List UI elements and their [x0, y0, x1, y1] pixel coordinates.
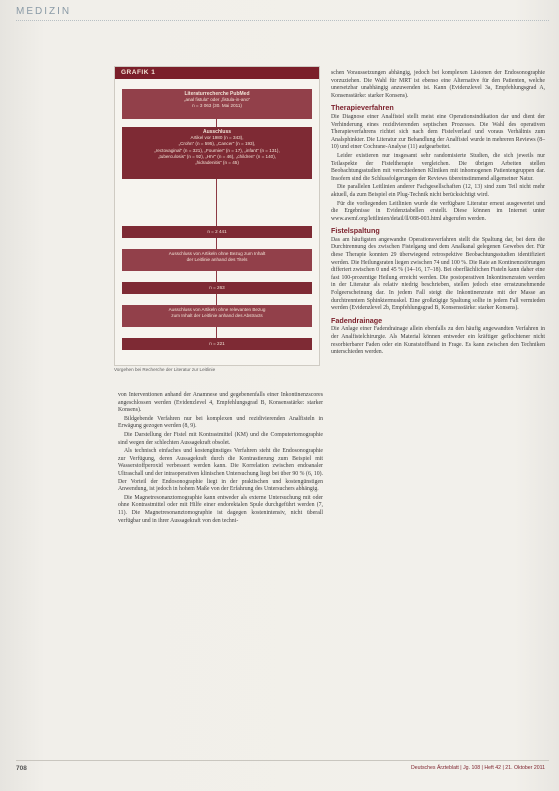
paragraph: Die Darstellung der Fistel mit Kontrastmittel (KM) und die Computertomographie sind wegen der schlechten Aussagekraft obsolet. [118, 431, 323, 446]
flow-box-line: n = 2 441 [207, 229, 227, 234]
flow-box-line: „hidradenitis“ (n = 45) [195, 160, 239, 166]
flow-box-title-exclusion [122, 249, 312, 271]
paragraph: Die Magnetresonanztomographie kann entweder als externe Untersuchung mit oder ohne Kontrastmittel oder mit Hilfe einer endorektalen Spule durchgeführt werden (7, 11). Die Magnetresonanztomographie ist dagegen kostenintensiv, nicht überall verfügbar und in ihrer Aussagekraft von den techni- [118, 494, 323, 524]
footer-divider [16, 760, 549, 761]
top-divider [16, 20, 549, 21]
paragraph: Die Diagnose einer Analfistel stellt meist eine Operationsindikation dar und dient der Verhinderung eines rezidivierenden septischen Prozesses. Die Wahl des operativen Therapieverfahrens richtet sich nach dem Fistelverlauf und voraus Verhältnis zum Analsphinkter. Die Literatur zur Behandlung der Analfistel wurde in mehreren Reviews (8–10) und einer Cochrane-Analyse (11) aufgearbeitet. [331, 113, 545, 151]
flow-box-exclusion [122, 127, 312, 179]
flow-connector [216, 294, 217, 305]
subheading-thread-drainage: Fadendrainage [331, 315, 383, 325]
flow-box-line: Ausschluss von Artikeln ohne Bezug zum Inhalt [168, 251, 266, 256]
flow-box-line: Artikel vor 1980 (n = 343), [190, 135, 244, 141]
journal-reference: Deutsches Ärzteblatt | Jg. 108 | Heft 42 | 21. Oktober 2011 [411, 765, 545, 771]
flow-box-line: „rectovaginal“ (n = 321), „Fournier“ (n = 17), „infant“ (n = 131), [154, 147, 280, 153]
subheading-fistula-split: Fistelspaltung [331, 226, 380, 236]
paragraph: Die parallelen Leitlinien anderer Fachgesellschaften (12, 13) sind zum Teil nicht mehr aktuell, da zum Beispiel ein Plug-Technik nicht berücksichtigt wird. [331, 184, 545, 198]
flow-box-count-3 [122, 338, 312, 350]
flow-connector [216, 119, 217, 127]
paragraph: Bildgebende Verfahren nur bei komplexen und rezidivierenden Analfisteln in Erwägung gezogen werden (8, 9). [118, 415, 323, 430]
flow-box-line: der Leitlinie anhand des Titels [186, 257, 248, 263]
figure-label: GRAFIK 1 [115, 67, 319, 79]
paragraph: von Interventionen anhand der Anamnese und gegebenenfalls einer Inkontinenzscores angeschlossen werden (Evidenzlevel 4, Empfehlungsgrad B, Konsensstärke: starker Konsens). [118, 392, 323, 414]
flow-box-line: Ausschluss von Artikeln ohne relevanten Bezug [168, 307, 266, 312]
flow-connector [216, 238, 217, 249]
paragraph: Als technisch einfaches und kostengünstiges Verfahren steht die Endosonographie zur Verfügung, deren Aussagekraft durch die Kontrastierung zum Beispiel mit Wasserstoffperoxid verbessert werden kann. Die Korrelation zwischen endoanaler Ultraschall und der intraoperativen klinischen Untersuchung liegt bei über 90 % (6, 10). Der Vorteil der Endosonographie liegt in der praktischen und kostengünstigen Anwendung, ist jedoch in hohem Maße von der Erfahrung des Untersuchers abhängig. [118, 448, 323, 493]
flow-box-line: „tuberculosis“ (n = 92), „HIV“ (n = 46), „children“ (n = 140), [157, 153, 277, 159]
paragraph: schen Voraussetzungen abhängig, jedoch bei komplexen Läsionen der Endosonographie vorzuziehen. Die Wahl für MRT ist ebenso eine Alternative für den Patienten, welche unersetzbar unabhängig anzuwenden ist. Kann (Evidenzlevel 3a, Empfehlungsgrad A, Konsensstärke: starker Konsens). [331, 70, 545, 99]
flow-box-line: n = 3 063 (30. Mai 2011) [192, 103, 242, 109]
left-text-column [118, 392, 323, 526]
flow-connector [216, 271, 217, 282]
flow-box-title: Literaturrecherche PubMed [184, 91, 250, 97]
paragraph: Für die vorliegenden Leitlinien wurde die verfügbare Literatur erneut ausgewertet und die Ergebnisse in Evidenztabellen erstellt. Diese können im Internet unter www.awmf.org/leitlinien/detail/ll/088-003.html abgerufen werden. [331, 200, 545, 222]
right-text-column [331, 70, 545, 358]
flow-box-count-1 [122, 226, 312, 238]
flow-box-line: zum Inhalt der Leitlinie anhand des Abstracts [171, 313, 263, 319]
flowchart-figure [114, 66, 320, 366]
section-label: MEDIZIN [16, 6, 72, 17]
page-number: 708 [16, 765, 27, 772]
flow-box-line: „Crohn“ (n = 595), „Cancer“ (n = 193), [178, 141, 256, 147]
flow-box-line: n = 263 [209, 285, 225, 290]
flow-box-abstract-exclusion [122, 305, 312, 327]
flow-box-count-2 [122, 282, 312, 294]
flow-box-search [122, 89, 312, 119]
figure-caption: Vorgehen bei Recherche der Literatur zur Leitlinie [114, 367, 216, 372]
paragraph: Leider existieren nur insgesamt sehr randomisierte Studien, die sich jeweils nur Teilaspekte der Fisteltherapie vergleichen. Die übrigen Arbeiten stellen Beobachtungsstudien mit verschiedenen Kliniken mit inhomogenen Patientengruppen dar. Insofern sind die Schlussfolgerungen der Reviews übereinstimmend allgemeiner Natur. [331, 152, 545, 182]
flow-connector [216, 179, 217, 226]
paragraph: Die Anlage einer Fadendrainage allein ebenfalls zu den häufig angewandten Verfahren in der Analfistelchirurgie. Als Material können entweder ein kräftiger geflochtener nicht resorbierbarer Faden oder ein Kunststoffband in Frage. Es kann zwischen den Techniken unterschieden werden. [331, 326, 545, 356]
paragraph: Das am häufigsten angewandte Operationsverfahren stellt die Spaltung dar, bei dem die Durchtrennung des zwischen Fistelgang und dem Analkanal gelegenen Gewebes der. Für diese Therapie konnten 29 überwiegend retrospektive Beobachtungsstudien identifiziert werden. Die Heilungsraten liegen zwischen 74 und 100 %. Die Rate an Kontinenzstörungen differiert zwischen 0 und 45 % (14–16, 17–18). Bei oberflächlichen Fisteln kann daher eine fast 100-prozentige Heilung erreicht werden. Die postoperativen Inkontinenzraten werden in der Literatur als relativ niedrig beschrieben, stellen jedoch eine ernstzunehmende Folgeerscheinung dar. In jedem Fall steigt die Inkontinenzrate mit der Masse an durchtrenntem Sphinktermuskel. Eine großzügige Spaltung sollte in jedem Fall vermieden werden (Evidenzlevel 2b, Empfehlungsgrad B, Konsensstärke: starker Konsens). [331, 236, 545, 312]
flow-box-line: „anal fistula“ oder „fistula-in-ano“ [183, 97, 251, 103]
flow-box-line: n = 221 [209, 341, 225, 346]
flow-box-title: Ausschluss [202, 129, 232, 135]
subheading-therapy: Therapieverfahren [331, 103, 394, 113]
flow-connector [216, 327, 217, 338]
